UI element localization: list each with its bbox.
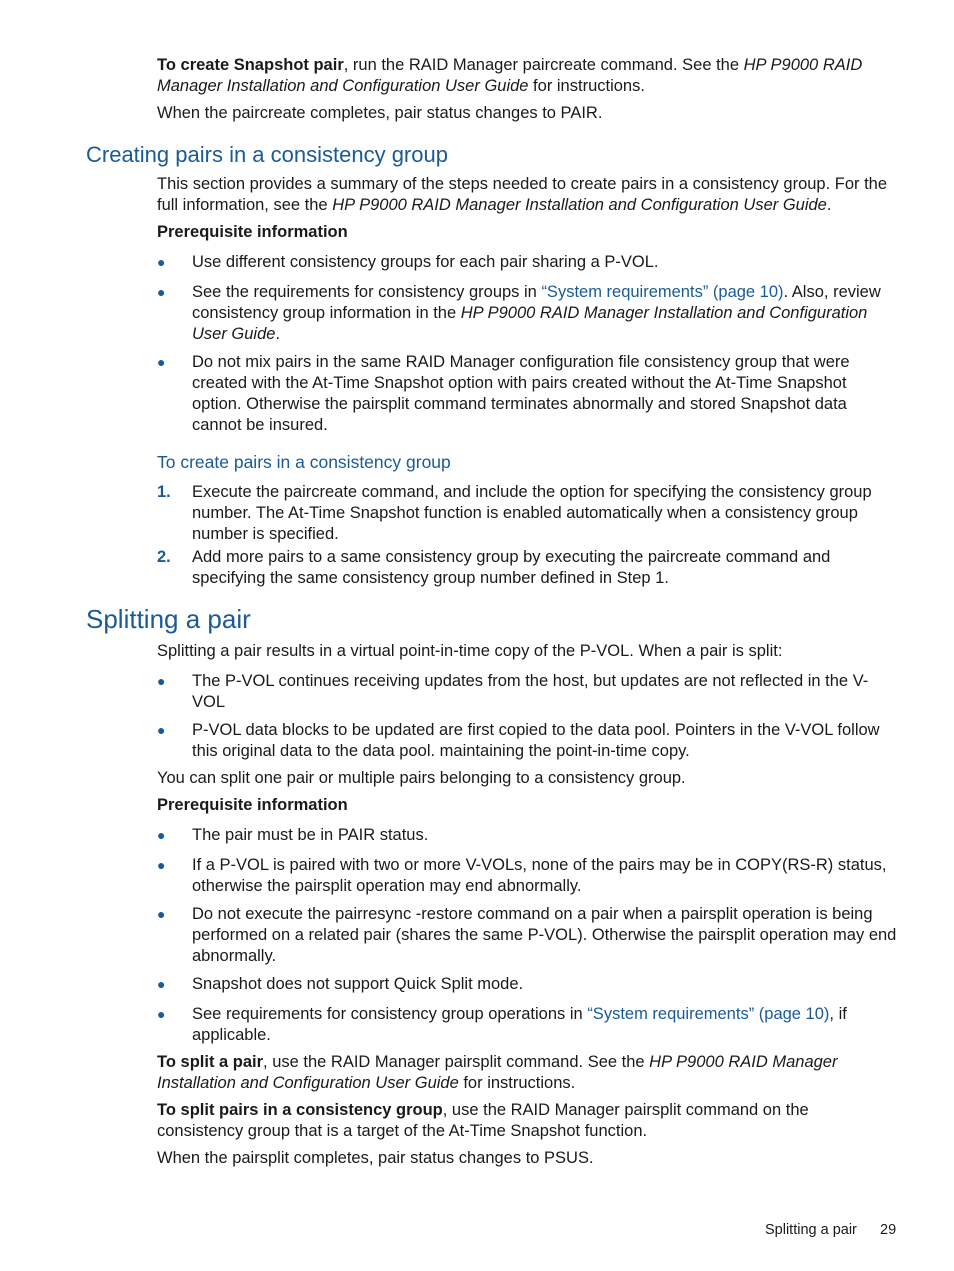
bullet-icon: ● xyxy=(157,284,166,300)
footer-section-title: Splitting a pair xyxy=(765,1222,857,1238)
text-run: , use the RAID Manager pairsplit command. See the xyxy=(263,1053,650,1071)
prereq-text: Prerequisite information xyxy=(157,223,348,241)
step-item xyxy=(157,482,899,545)
text-run: . Also, review consistency group information in the xyxy=(192,283,881,322)
bullet-icon: ● xyxy=(157,354,166,370)
text-run: for instructions. xyxy=(528,77,645,95)
text-run: See requirements for consistency group operations in xyxy=(192,1005,588,1023)
list-item xyxy=(157,282,899,345)
prereq-label xyxy=(157,795,899,816)
subheading-create-pairs: To create pairs in a consistency group xyxy=(157,452,451,472)
text-run: See the requirements for consistency groups in xyxy=(192,283,542,301)
bold-term: To split pairs in a consistency group xyxy=(157,1101,443,1119)
list-item-text: P-VOL data blocks to be updated are first copied to the data pool. Pointers in the V-VOL follow this original data to the data pool. maintaining the point-in-time copy. xyxy=(192,721,880,760)
section-heading-splitting: Splitting a pair xyxy=(86,604,251,634)
guide-title: HP P9000 RAID Manager Installation and Configuration User Guide xyxy=(332,196,827,214)
split-pair-paragraph xyxy=(157,1052,899,1094)
bullet-icon: ● xyxy=(157,857,166,873)
step-text: Add more pairs to a same consistency group by executing the paircreate command and specifying the same consistency group number defined in Step 1. xyxy=(192,548,831,587)
split-status-paragraph: When the pairsplit completes, pair status changes to PSUS. xyxy=(157,1149,594,1167)
list-item xyxy=(157,974,899,995)
page-number: 29 xyxy=(880,1222,897,1238)
list-item-text: The P-VOL continues receiving updates from the host, but updates are not reflected in the V-VOL xyxy=(192,672,869,711)
guide-title: HP P9000 RAID Manager Installation and Configuration User Guide xyxy=(157,1053,838,1092)
intro-status-paragraph: When the paircreate completes, pair status changes to PAIR. xyxy=(157,104,603,122)
prereq-text: Prerequisite information xyxy=(157,796,348,814)
bold-term: To create Snapshot pair xyxy=(157,56,344,74)
list-item xyxy=(157,352,899,436)
bullet-icon: ● xyxy=(157,827,166,843)
text-run: , use the RAID Manager pairsplit command on the consistency group that is a target of the At-Time Snapshot function. xyxy=(157,1101,809,1140)
text-run: . xyxy=(275,325,281,343)
list-item-text: The pair must be in PAIR status. xyxy=(192,826,429,844)
system-requirements-link[interactable]: “System requirements” (page 10) xyxy=(587,1005,830,1023)
list-item-text: Snapshot does not support Quick Split mode. xyxy=(192,975,524,993)
text-run: . xyxy=(826,196,832,214)
step-number: 1. xyxy=(157,483,171,501)
list-item-text: Do not execute the pairresync -restore command on a pair when a pairsplit operation is being performed on a related pair (shares the same P-VOL). Otherwise the pairsplit operation may end abnormally. xyxy=(192,905,897,965)
text-run: This section provides a summary of the steps needed to create pairs in a consistency group. For the full information, see the xyxy=(157,175,888,214)
bullet-icon: ● xyxy=(157,722,166,738)
text-run: for instructions. xyxy=(458,1074,576,1092)
list-item xyxy=(157,904,899,967)
splitting-scope-paragraph: You can split one pair or multiple pairs belonging to a consistency group. xyxy=(157,769,686,787)
list-item-text xyxy=(192,282,899,345)
bullet-icon: ● xyxy=(157,1006,166,1022)
bullet-icon: ● xyxy=(157,254,166,270)
list-item xyxy=(157,825,899,846)
list-item xyxy=(157,671,899,713)
consistency-intro-paragraph xyxy=(157,174,899,216)
split-consistency-paragraph xyxy=(157,1100,899,1142)
step-text: Execute the paircreate command, and include the option for specifying the consistency group number. The At-Time Snapshot function is enabled automatically when a consistency group number is specified. xyxy=(192,483,872,543)
list-item xyxy=(157,855,899,897)
list-item-text xyxy=(192,1004,899,1046)
list-item-text: Do not mix pairs in the same RAID Manager configuration file consistency group that were created with the At-Time Snapshot option with pairs created without the At-Time Snapshot option. Otherwise the pairsplit command terminates abnormally and stored Snapshot data cannot be insured. xyxy=(192,353,850,434)
list-item xyxy=(157,1004,899,1046)
intro-paragraph xyxy=(157,55,899,97)
guide-title: HP P9000 RAID Manager Installation and Configuration User Guide xyxy=(192,304,868,343)
guide-title: HP P9000 RAID Manager Installation and Configuration User Guide xyxy=(157,56,863,95)
list-item xyxy=(157,720,899,762)
list-item xyxy=(157,252,899,273)
section-heading-consistency: Creating pairs in a consistency group xyxy=(86,142,448,167)
bullet-icon: ● xyxy=(157,906,166,922)
splitting-intro-paragraph: Splitting a pair results in a virtual point-in-time copy of the P-VOL. When a pair is split: xyxy=(157,642,783,660)
list-item-text: Use different consistency groups for each pair sharing a P-VOL. xyxy=(192,253,659,271)
bullet-icon: ● xyxy=(157,673,166,689)
step-item xyxy=(157,547,899,589)
text-run: , run the RAID Manager paircreate command. See the xyxy=(343,56,744,74)
step-number: 2. xyxy=(157,548,171,566)
prereq-label xyxy=(157,222,899,243)
bullet-icon: ● xyxy=(157,976,166,992)
bold-term: To split a pair xyxy=(157,1053,264,1071)
system-requirements-link[interactable]: “System requirements” (page 10) xyxy=(541,283,784,301)
list-item-text: If a P-VOL is paired with two or more V-VOLs, none of the pairs may be in COPY(RS-R) status, otherwise the pairsplit operation may end abnormally. xyxy=(192,856,887,895)
text-run: , if applicable. xyxy=(192,1005,847,1044)
